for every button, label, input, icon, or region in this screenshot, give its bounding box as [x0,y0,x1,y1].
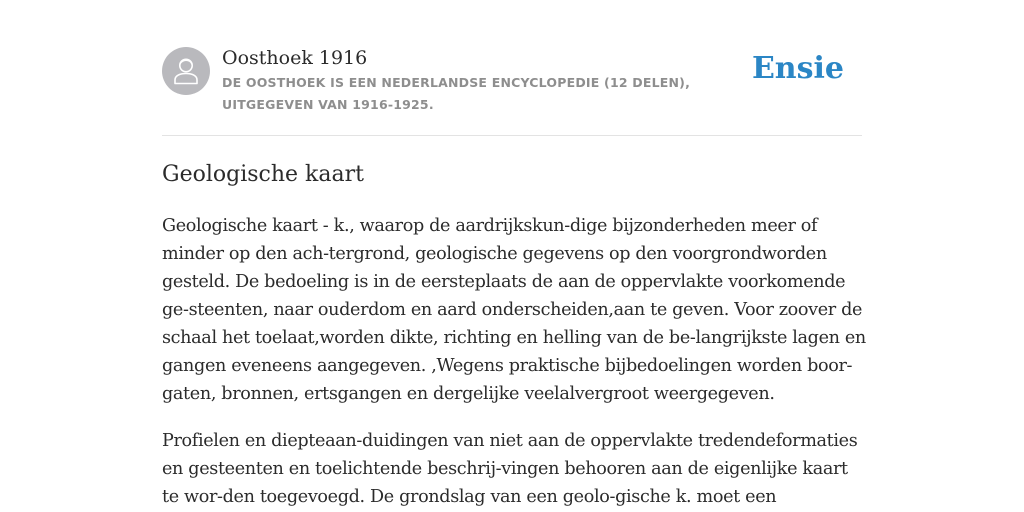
article-paragraph: Geologische kaart - k., waarop de aardrijkskun-dige bijzonderheden meer of minder op den ach-tergrond, geologische gegevens op den voorgrondworden gesteld. De bedoeling is in de eersteplaats de aan de oppervlakte voorkomende ge-steenten, naar ouderdom en aard onderscheiden,aan te geven. Voor zoover de schaal het toelaat,worden dikte, richting en helling van de be-langrijkste lagen en gangen eveneens aangegeven. ,Wegens praktische bijbedoelingen worden boor-gaten, bronnen, ertsgangen en dergelijke veelalvergroot weergegeven. [162,216,866,404]
source-title[interactable]: Oosthoek 1916 [222,47,368,69]
article-paragraph: Profielen en diepteaan-duidingen van niet aan de oppervlakte tredendeformaties en gesteenten en toelichtende beschrij-vingen behooren aan de eigenlijke kaart te wor-den toegevoegd. De grondslag van een geolo-gische k. moet een [162,431,858,507]
source-description: DE OOSTHOEK IS EEN NEDERLANDSE ENCYCLOPEDIE (12 DELEN), UITGEGEVEN VAN 1916-1925. [222,75,691,112]
user-avatar-icon [162,47,210,95]
header-divider [162,135,862,136]
source-avatar[interactable] [162,47,210,95]
source-header [162,46,862,116]
brand-logo[interactable]: Ensie [751,51,844,86]
article-body [162,212,866,512]
article-title: Geologische kaart [162,162,364,187]
